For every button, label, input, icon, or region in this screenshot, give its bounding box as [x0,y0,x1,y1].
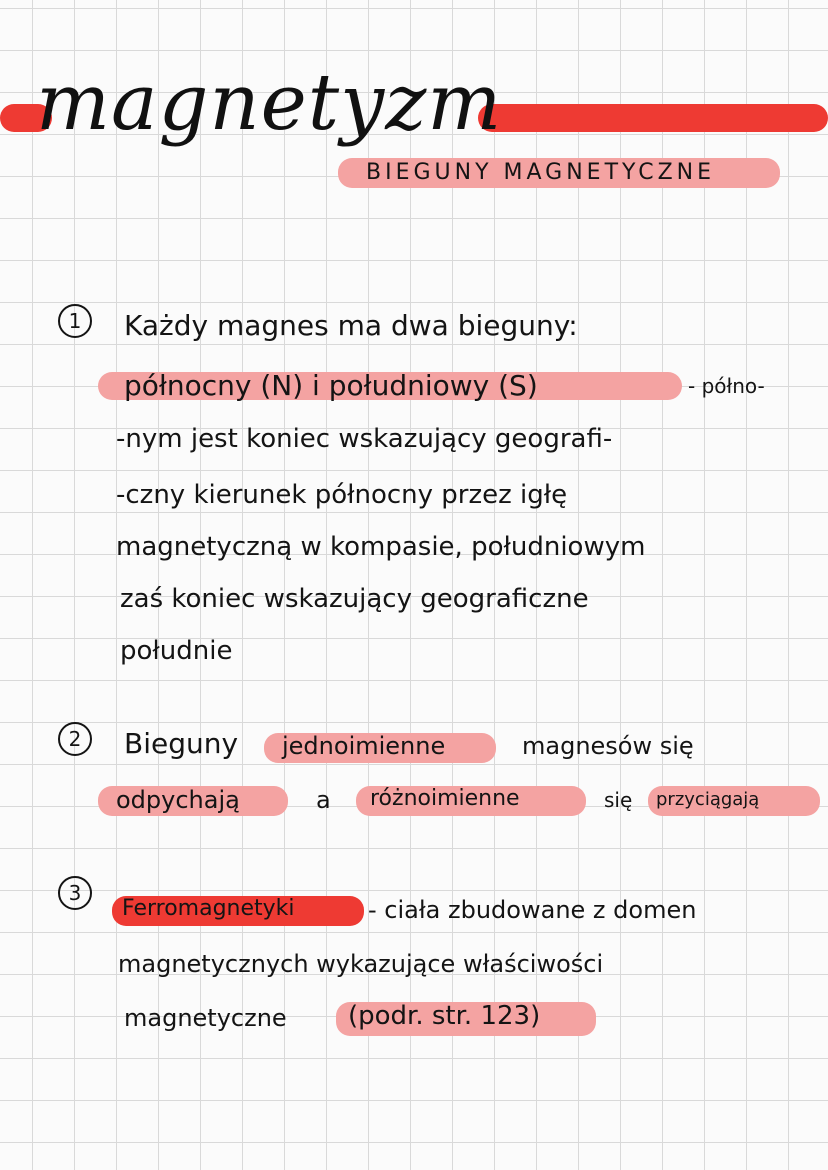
section-1-line-2: północny (N) i południowy (S) [124,369,538,402]
section-number-2: 2 [58,722,92,756]
section-1-line-4: -czny kierunek północny przez igłę [116,480,568,510]
title-underline-right [478,104,828,132]
subtitle: BIEGUNY MAGNETYCZNE [366,160,716,185]
section-2-text-3: a [316,786,331,814]
section-3-highlight: Ferromagnetyki [122,896,295,921]
section-number-1: 1 [58,304,92,338]
section-1-line-3: -nym jest koniec wskazujący geografi- [116,424,613,454]
section-2-highlight-4: przyciągają [656,789,760,810]
section-1-line-1: Każdy magnes ma dwa bieguny: [124,309,578,342]
section-3-line-1: - ciała zbudowane z domen [368,896,697,924]
section-2-text-4: się [604,788,633,812]
section-number-3: 3 [58,876,92,910]
section-1-line-6: zaś koniec wskazujący geograficzne [120,584,589,614]
section-3-reference: (podr. str. 123) [348,1001,541,1031]
page-title: magnetyzm [36,58,503,148]
section-3-line-3: magnetyczne [124,1004,287,1032]
section-1-line-7: południe [120,636,233,666]
section-2-highlight-1: jednoimienne [282,732,446,760]
section-1-line-5: magnetyczną w kompasie, południowym [116,532,646,562]
section-3-line-2: magnetycznych wykazujące właściwości [118,950,604,978]
section-2-highlight-2: odpychają [116,786,240,814]
section-2-text-1: Bieguny [124,727,239,760]
section-2-text-2: magnesów się [522,732,694,760]
section-2-highlight-3: różnoimienne [370,786,520,811]
section-1-line-2-tail: - półno- [688,374,765,398]
